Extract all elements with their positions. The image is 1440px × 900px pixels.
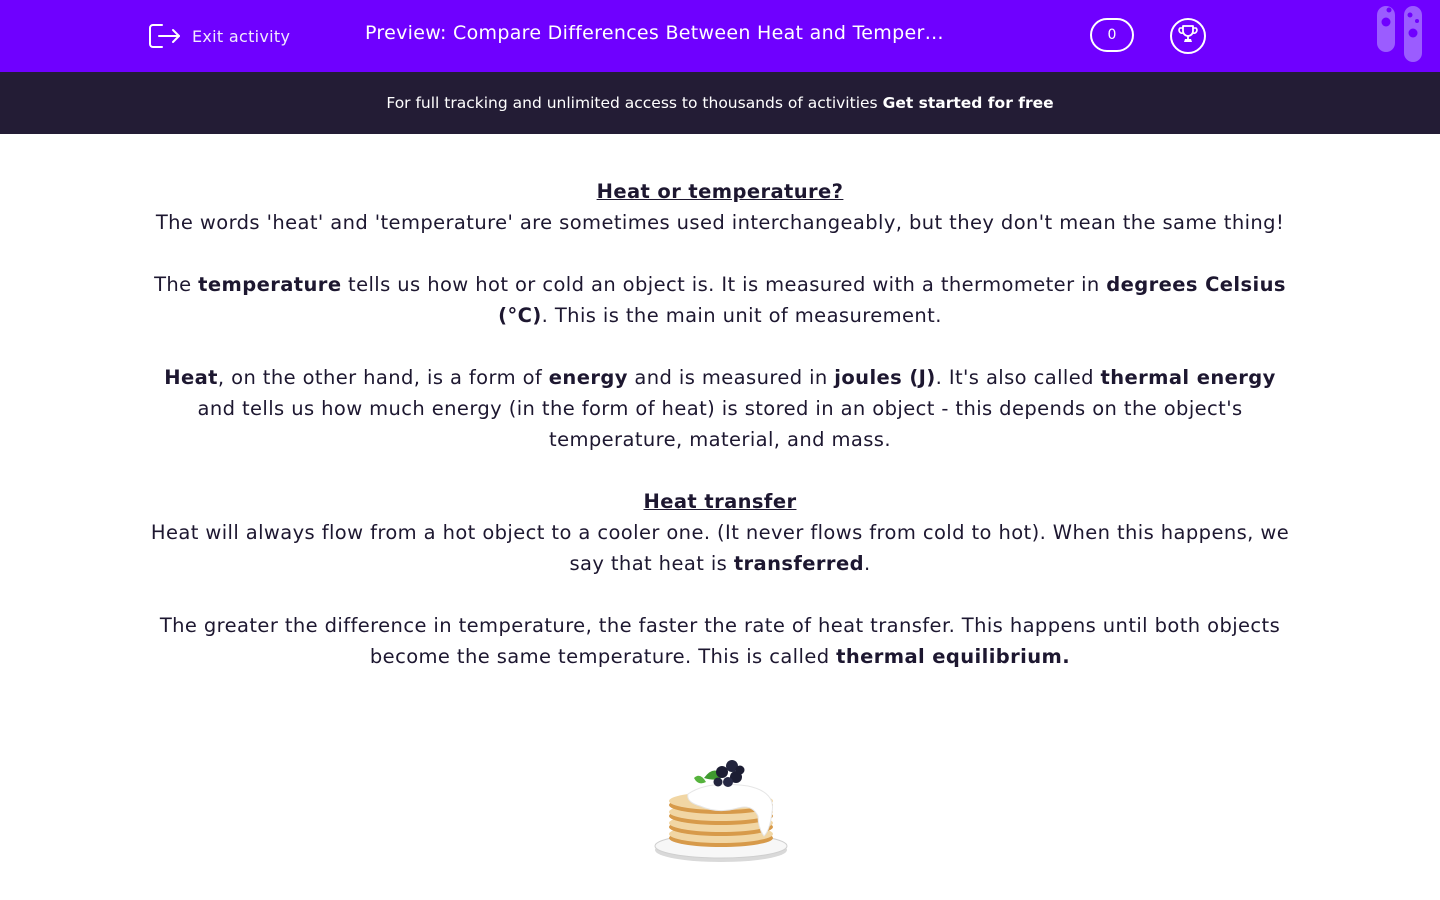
promo-banner: [0, 72, 1440, 134]
exit-activity-button[interactable]: [148, 20, 290, 52]
score-badge: 0: [1090, 18, 1134, 52]
page-title: Preview: Compare Differences Between Heat and Temper…: [365, 22, 944, 44]
bold-term-heat: Heat: [164, 366, 218, 389]
lesson-content: [150, 176, 1290, 672]
pancake-stack-image: [648, 752, 794, 864]
paragraph-heat: [150, 362, 1290, 455]
text-span: The: [154, 273, 199, 296]
text-span: .: [863, 552, 871, 575]
paragraph-temperature: [150, 269, 1290, 331]
text-span: and tells us how much energy (in the form of heat) is stored in an object - this depends on the object's temperature, material, and mass.: [197, 397, 1243, 451]
exit-icon: [148, 21, 182, 51]
paragraph-intro: The words 'heat' and 'temperature' are sometimes used interchangeably, but they don't mean the same thing!: [155, 211, 1285, 234]
get-started-link[interactable]: Get started for free: [882, 94, 1054, 112]
section-heading-heat-transfer: Heat transfer: [643, 490, 797, 513]
exit-activity-label: Exit activity: [192, 26, 291, 46]
bold-term-degrees-celsius: degrees Celsius (°C): [498, 273, 1286, 327]
paragraph-thermal-equilibrium: [150, 610, 1290, 672]
text-span: . This is the main unit of measurement.: [541, 304, 942, 327]
bold-term-joules: joules (J): [834, 366, 936, 389]
text-span: The greater the difference in temperature, the faster the rate of heat transfer. This happens until both objects become the same temperature. This is called: [159, 614, 1281, 668]
paragraph-heat-flow: [150, 517, 1290, 579]
text-span: tells us how hot or cold an object is. It is measured with a thermometer in: [341, 273, 1107, 296]
text-span: , on the other hand, is a form of: [217, 366, 549, 389]
text-span: and is measured in: [627, 366, 835, 389]
bold-term-thermal-equilibrium: thermal equilibrium.: [836, 645, 1071, 668]
bold-term-thermal-energy: thermal energy: [1100, 366, 1276, 389]
test-tubes-icon: [1376, 6, 1426, 64]
text-span: Heat will always flow from a hot object to a cooler one. (It never flows from cold to hot). When this happens, we say that heat is: [150, 521, 1290, 575]
bold-term-transferred: transferred: [733, 552, 864, 575]
trophy-button[interactable]: [1170, 18, 1206, 54]
bold-term-temperature: temperature: [198, 273, 342, 296]
trophy-icon: [1177, 23, 1199, 49]
bold-term-energy: energy: [548, 366, 628, 389]
top-bar: [0, 0, 1440, 72]
text-span: . It's also called: [935, 366, 1101, 389]
promo-text: For full tracking and unlimited access to thousands of activities: [386, 94, 878, 112]
section-heading-heat-or-temperature: Heat or temperature?: [596, 180, 844, 203]
